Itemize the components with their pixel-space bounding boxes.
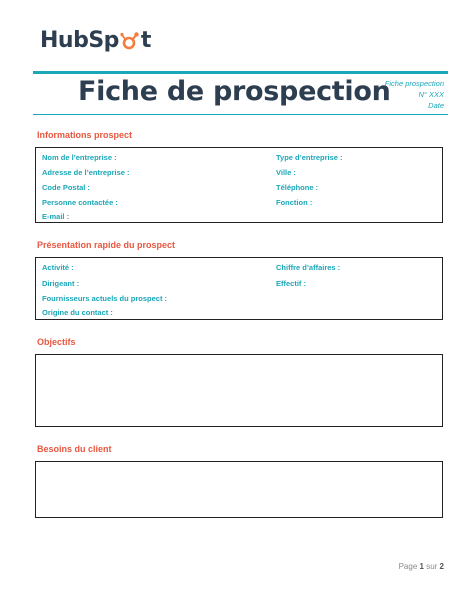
logo-text-prefix: HubSp — [40, 28, 119, 53]
field-phone: Téléphone : — [276, 183, 319, 192]
field-company-name: Nom de l’entreprise : — [42, 153, 117, 162]
field-headcount: Effectif : — [276, 279, 306, 288]
field-city: Ville : — [276, 168, 296, 177]
field-contact-person: Personne contactée : — [42, 198, 118, 207]
page-title: Fiche de prospection — [78, 76, 391, 107]
meta-doc-date: Date — [428, 101, 444, 110]
page-of: sur — [426, 562, 438, 571]
logo-text-suffix: t — [140, 28, 151, 53]
document-meta — [354, 78, 444, 111]
presentation-box — [35, 257, 443, 320]
field-company-type: Type d’entreprise : — [276, 153, 343, 162]
field-job-function: Fonction : — [276, 198, 313, 207]
hubspot-logo — [40, 28, 151, 53]
sprocket-icon — [120, 31, 140, 51]
field-company-address: Adresse de l’entreprise : — [42, 168, 130, 177]
field-activity: Activité : — [42, 263, 74, 272]
field-revenue: Chiffre d’affaires : — [276, 263, 341, 272]
header-top-rule — [33, 71, 448, 74]
info-box — [35, 147, 443, 223]
section-title-presentation: Présentation rapide du prospect — [37, 240, 176, 250]
page-number — [399, 562, 444, 571]
field-postal-code: Code Postal : — [42, 183, 90, 192]
client-needs-box — [35, 461, 443, 518]
objectives-box — [35, 354, 443, 427]
field-contact-origin: Origine du contact : — [42, 308, 113, 317]
section-title-objectives: Objectifs — [37, 337, 76, 347]
page-word: Page — [398, 562, 418, 571]
section-title-info: Informations prospect — [37, 130, 133, 140]
field-current-suppliers: Fournisseurs actuels du prospect : — [42, 294, 168, 303]
field-director: Dirigeant : — [42, 279, 80, 288]
page-current: 1 — [419, 562, 424, 571]
header-bottom-rule — [33, 114, 448, 115]
meta-doc-number: N° XXX — [418, 90, 444, 99]
field-email: E-mail : — [42, 212, 70, 221]
section-title-client-needs: Besoins du client — [37, 444, 112, 454]
page-total: 2 — [439, 562, 444, 571]
meta-doc-type: Fiche prospection — [384, 79, 444, 88]
